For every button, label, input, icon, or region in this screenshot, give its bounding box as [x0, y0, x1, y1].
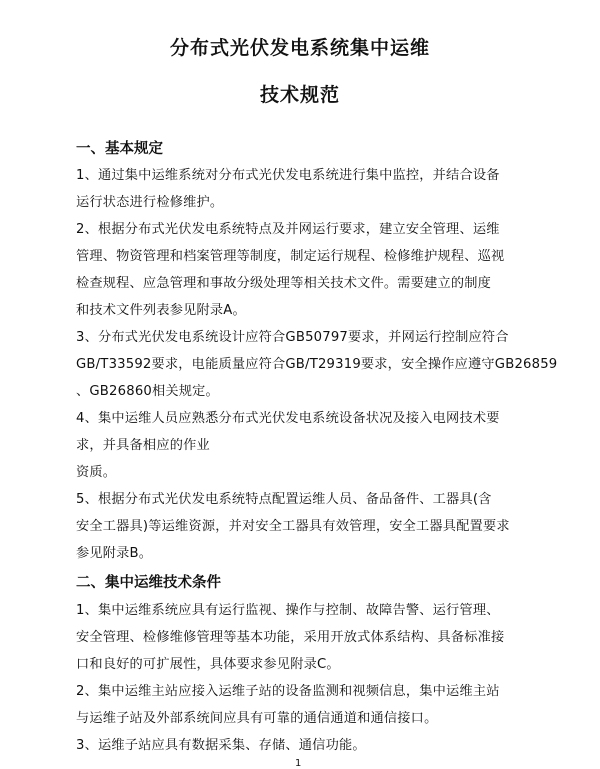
- paragraph-line: 4、集中运维人员应熟悉分布式光伏发电系统设备状况及接入电网技术要: [76, 411, 500, 426]
- paragraph-line: 口和良好的可扩展性，具体要求参见附录C。: [76, 657, 340, 672]
- paragraph-line: 参见附录B。: [76, 546, 153, 561]
- paragraph-line: 安全工器具)等运维资源，并对安全工器具有效管理，安全工器具配置要求: [76, 519, 510, 534]
- paragraph-line: 管理、物资管理和档案管理等制度，制定运行规程、检修维护规程、巡视: [76, 249, 505, 264]
- paragraph-line: 、GB26860相关规定。: [76, 384, 219, 399]
- section-heading-technical-conditions: 二、集中运维技术条件: [76, 575, 221, 591]
- paragraph-line: 求，并具备相应的作业: [76, 438, 210, 453]
- paragraph-line: 3、分布式光伏发电系统设计应符合GB50797要求，并网运行控制应符合: [76, 330, 509, 345]
- document-subtitle: 技术规范: [259, 84, 340, 106]
- paragraph-line: 1、集中运维系统应具有运行监视、操作与控制、故障告警、运行管理、: [76, 603, 500, 618]
- page-number: 1: [295, 758, 302, 769]
- paragraph-line: 资质。: [76, 465, 117, 480]
- paragraph-line: 和技术文件列表参见附录A。: [76, 303, 246, 318]
- paragraph-line: 安全管理、检修维修管理等基本功能，采用开放式体系结构、具备标准接: [76, 630, 505, 645]
- paragraph-line: 2、根据分布式光伏发电系统特点及并网运行要求，建立安全管理、运维: [76, 222, 500, 237]
- paragraph-line: 5、根据分布式光伏发电系统特点配置运维人员、备品备件、工器具(含: [76, 492, 492, 507]
- section-heading-basic-provisions: 一、基本规定: [76, 141, 163, 157]
- paragraph-line: 1、通过集中运维系统对分布式光伏发电系统进行集中监控，并结合设备: [76, 168, 500, 183]
- paragraph-line: 3、运维子站应具有数据采集、存储、通信功能。: [76, 738, 366, 753]
- paragraph-line: 2、集中运维主站应接入运维子站的设备监测和视频信息，集中运维主站: [76, 684, 500, 699]
- paragraph-line: GB/T33592要求，电能质量应符合GB/T29319要求，安全操作应遵守GB26859: [76, 357, 558, 372]
- paragraph-line: 运行状态进行检修维护。: [76, 195, 224, 210]
- paragraph-line: 检查规程、应急管理和事故分级处理等相关技术文件。需要建立的制度: [76, 276, 492, 291]
- document-title: 分布式光伏发电系统集中运维: [169, 37, 430, 59]
- paragraph-line: 与运维子站及外部系统间应具有可靠的通信通道和通信接口。: [76, 711, 438, 726]
